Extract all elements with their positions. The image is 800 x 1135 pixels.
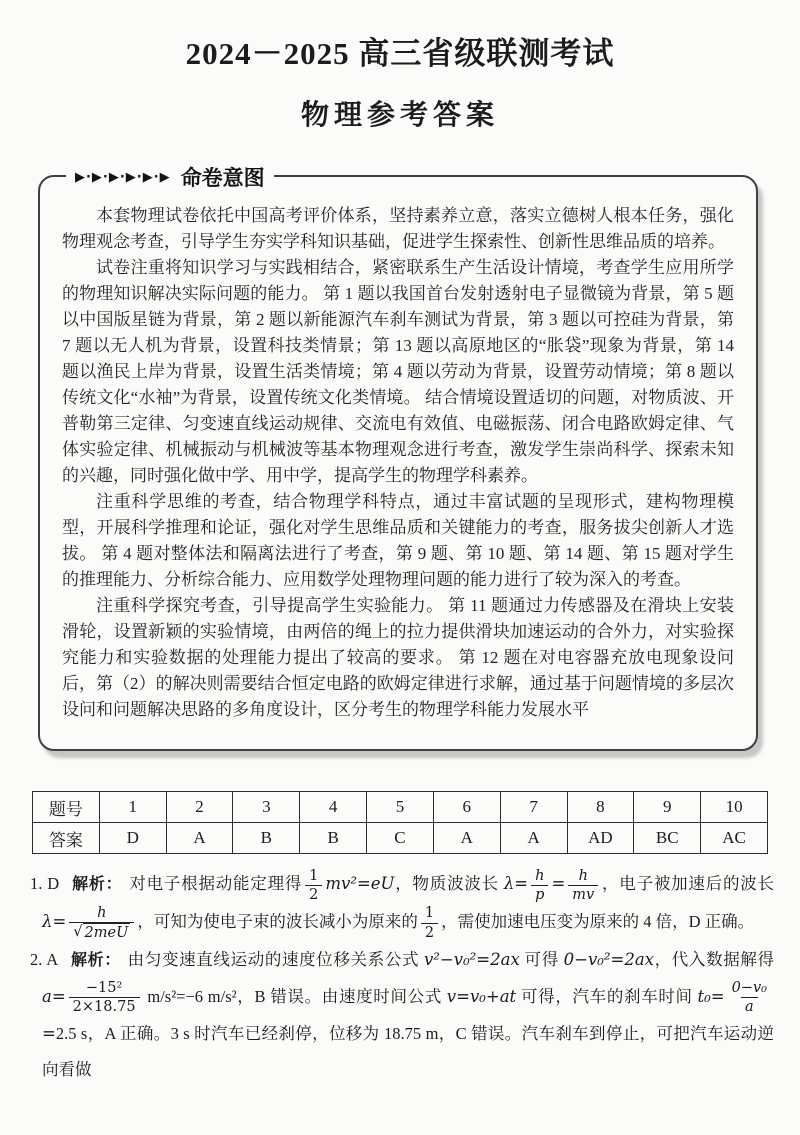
answer-cell: AD [567,823,634,854]
math-expression: = [42,1024,56,1044]
question-number-cell: 1 [99,792,166,823]
explanation-text: ，电子被加速后的波长 [601,874,775,893]
math-expression: λ= [503,874,529,893]
explanation-text: ，可知为使电子束的波长减小为原来的 [137,911,418,931]
explanation-number: 2. A [30,950,59,970]
intent-box-body [40,177,756,749]
math-fraction: $\frac{\text{0−v₀}}{a}$ [731,980,767,1016]
answer-cell: B [300,823,367,854]
math-expression: = [551,874,566,893]
question-number-cell: 8 [567,792,634,823]
math-expression: t₀= [697,986,725,1006]
explanation-text: ，代入数据解得 [653,950,775,970]
math-fraction: $\frac{\text{−15²}}{2\times 18.75}$ [69,979,140,1016]
answer-cell: A [500,823,567,854]
question-number-cell: 10 [701,792,768,823]
math-fraction: h √ 2meU [69,904,134,942]
explanation-item-1 [30,866,774,942]
question-number-cell: 9 [634,792,701,823]
explanation-body [42,950,774,1079]
exam-subtitle: 物理参考答案 [300,100,499,131]
intent-box-header [66,162,274,192]
explanation-text: 由匀变速直线运动的速度位移关系公式 [127,950,424,970]
answer-row [33,823,768,854]
question-number-cell: 4 [300,792,367,823]
explanation-label: 解析： [72,876,123,893]
question-number-cell: 2 [166,792,233,823]
arrow-icons: ▶·▶·▶·▶·▶·▶ [75,169,171,185]
explanation-text: 2.5 s，A 正确。3 s 时汽车已经刹停，位移为 18.75 m，C 错误。汽车刹车到停止，可把汽车运动逆向看做 [42,1024,774,1079]
explanation-text: 对电子根据动能定理得 [129,874,303,893]
answer-header: 答案 [33,823,100,854]
math-expression: 0−v₀²=2ax [563,950,654,970]
answer-sheet-page [0,28,800,1087]
answer-cell: AC [701,823,768,854]
math-fraction: $\frac{h}{p}$ [531,867,548,904]
intent-box [38,167,758,751]
math-expression: v=v₀+at [446,986,517,1006]
question-number-cell: 6 [433,792,500,823]
explanation-text: 可得，汽车的刹车时间 [516,986,698,1006]
intent-paragraph: 注重科学思维的考查，结合物理学科特点，通过丰富试题的呈现形式，建构物理模型，开展科学推理和论证，强化对学生思维品质和关键能力的考查，服务拔尖创新人才选拔。 第 4 题对整体法和隔离法进行了考查，第 9 题、第 10 题、第 14 题、第 15 题对学生的推理能力、分析综合能力、应用数学处理物理问题的能力进行了较为深入的考查。 [62,492,734,589]
intent-box-title: 命卷意图 [180,167,265,190]
question-number-cell: 5 [367,792,434,823]
answer-table [32,791,768,854]
explanation-text: ，物质波波长 [394,874,504,893]
intent-paragraph: 本套物理试卷依托中国高考评价体系，坚持素养立意，落实立德树人根本任务，强化物理观念考查，引导学生夯实学科知识基础，促进学生探索性、创新性思维品质的培养。 [62,206,734,251]
exam-title: 2024－2025 高三省级联测考试 [185,36,615,71]
intent-paragraph: 试卷注重将知识学习与实践相结合，紧密联系生产生活设计情境，考查学生应用所学的物理知识解决实际问题的能力。 第 1 题以我国首台发射透射电子显微镜为背景，第 5 题以中国版星链为背景，第 2 题以新能源汽车刹车测试为背景，第 3 题以可控硅为背景，第 7 题以无人机为背景，设置科技类情景；第 13 题以高原地区的“胀袋”现象为背景，第 14 题以渔民上岸为背景，设置生活类情境；第 4 题以劳动为背景，设置劳动情境；第 8 题以传统文化“水袖”为背景，设置传统文化类情境。 结合情境设置适切的问题，对物质波、开普勒第三定律、匀变速直线运动规律、交流电有效值、电磁振荡、闭合电路欧姆定律、气体实验定律、机械振动与机械波等基本物理观念进行考查，激发学生崇尚科学、探索未知的兴趣，同时强化做中学、用中学，提高学生的物理学科素养。 [62,258,734,485]
explanation-text: 可得 [519,950,564,970]
question-number-header: 题号 [33,792,100,823]
explanation-label: 解析： [70,952,121,970]
math-expression: mv²=eU [325,874,395,893]
math-expression: a= [42,986,66,1006]
intent-paragraph: 注重科学探究考查，引导提高学生实验能力。 第 11 题通过力传感器及在滑块上安装滑轮，设置新颖的实验情境，由两倍的绳上的拉力提供滑块加速运动的合外力，对实验探究能力和实验数据的处理能力提出了较高的要求。 第 12 题在对电容器充放电现象设问后，第（2）的解决则需要结合恒定电路的欧姆定律进行求解，通过基于问题情境的多层次设问和问题解决思路的多角度设计，区分考生的物理学科能力发展水平 [62,596,734,719]
answer-cell: A [433,823,500,854]
explanation-item-2 [30,942,774,1087]
explanations [30,866,774,1087]
answer-cell: B [233,823,300,854]
answer-cell: D [99,823,166,854]
question-number-cell: 7 [500,792,567,823]
answer-cell: BC [634,823,701,854]
math-fraction: $\frac{1}{2}$ [305,867,322,904]
explanation-body [42,867,775,942]
math-expression: λ= [42,911,67,931]
math-fraction: $\frac{h}{mv}$ [568,867,598,904]
math-expression: v²−v₀²=2ax [423,950,520,970]
explanation-text: m/s²=−6 m/s²，B 错误。由速度时间公式 [142,986,447,1006]
explanation-text: ，需使加速电压变为原来的 4 倍，D 正确。 [441,911,755,931]
explanation-number: 1. D [30,874,60,893]
answer-cell: A [166,823,233,854]
question-number-cell: 3 [233,792,300,823]
question-number-row [33,792,768,823]
sqrt-radical: √ 2meU [73,924,129,942]
math-fraction: $\frac{1}{2}$ [421,904,438,941]
answer-cell: C [367,823,434,854]
